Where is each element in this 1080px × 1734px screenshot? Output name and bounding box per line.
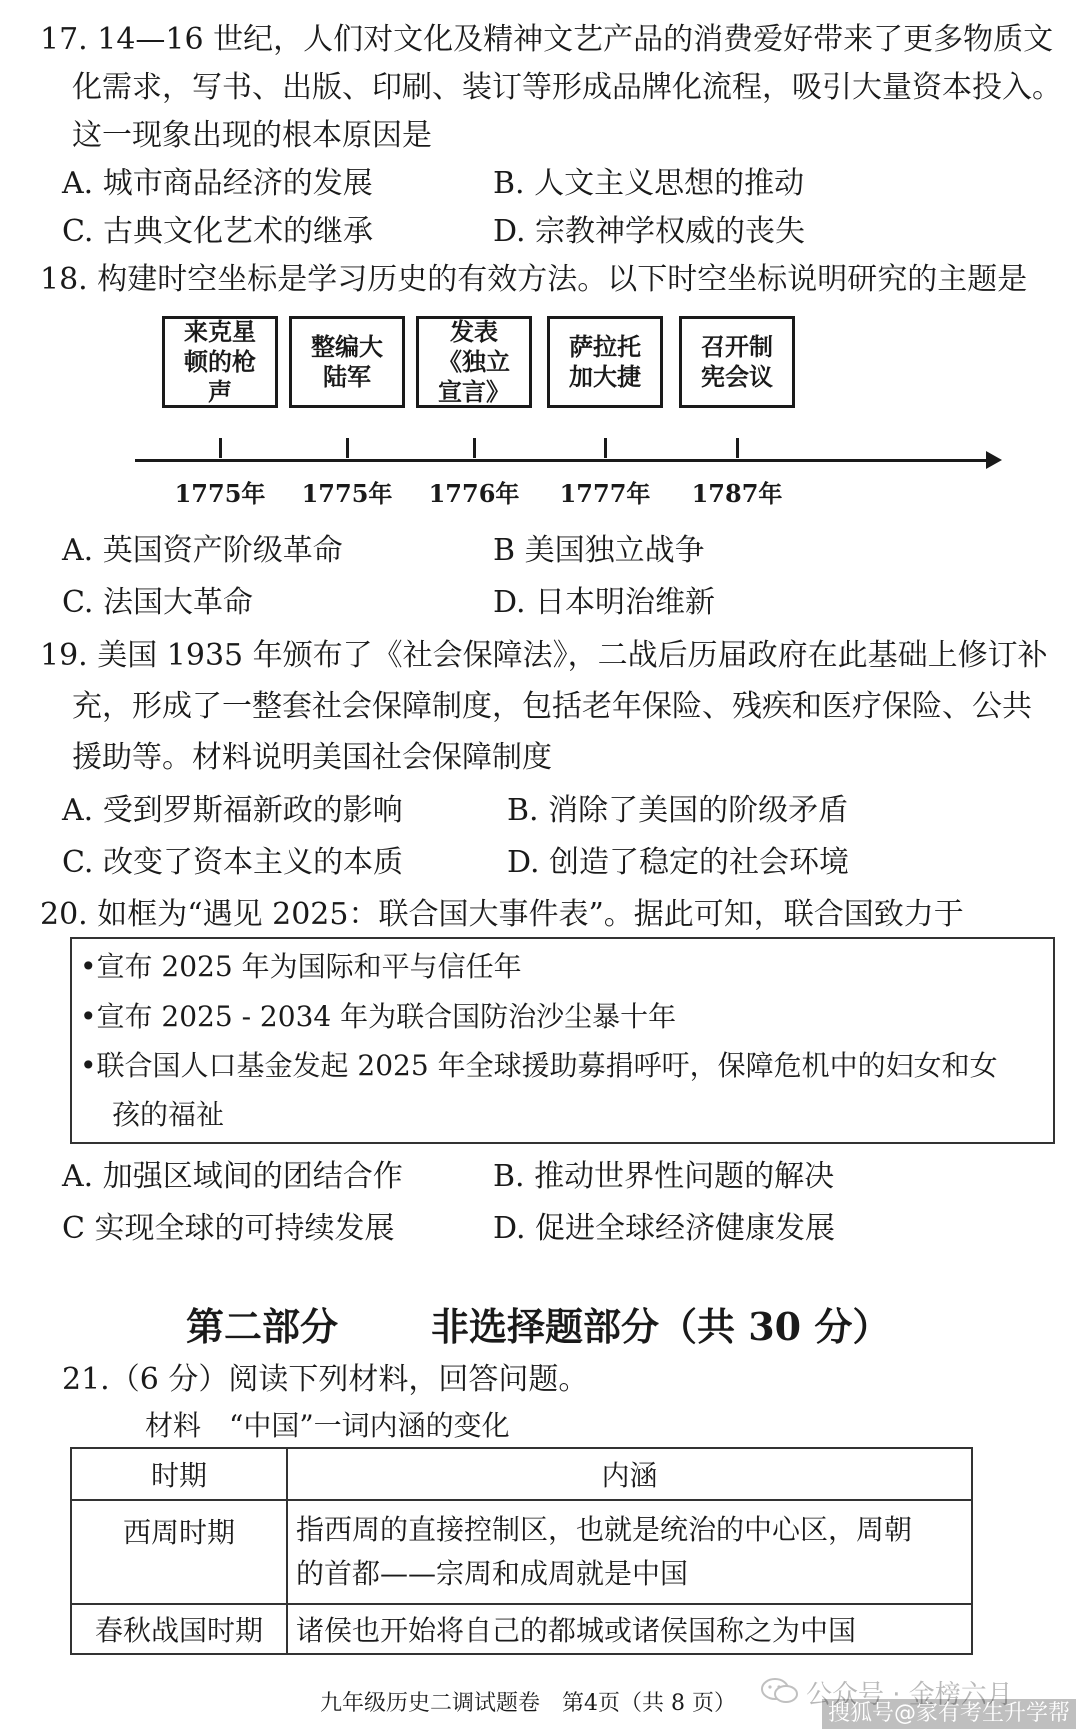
q17-option-a: A. 城市商品经济的发展	[62, 166, 373, 201]
table-cell-period: 春秋战国时期	[71, 1604, 287, 1654]
q21-stem: 21.（6 分）阅读下列材料，回答问题。	[62, 1362, 589, 1397]
table-header-row	[71, 1448, 972, 1500]
q17-option-b: B. 人文主义思想的推动	[493, 166, 805, 201]
timeline-year-1: 1775年	[174, 479, 266, 508]
timeline-event-2: 整编大陆军	[289, 316, 405, 408]
timeline-tick	[736, 438, 739, 458]
q17-stem-line3: 这一现象出现的根本原因是	[72, 118, 432, 153]
timeline-arrow-icon	[986, 451, 1002, 469]
table-row	[71, 1604, 972, 1654]
timeline-tick	[604, 438, 607, 458]
q21-material-table	[70, 1447, 973, 1655]
q18-stem: 18. 构建时空坐标是学习历史的有效方法。以下时空坐标说明研究的主题是	[40, 262, 1028, 297]
table-cell-meaning-line1: 指西周的直接控制区，也就是统治的中心区，周朝	[296, 1513, 913, 1546]
timeline-axis	[135, 459, 990, 462]
q18-option-d: D. 日本明治维新	[493, 585, 716, 620]
table-cell-meaning	[287, 1500, 972, 1604]
timeline-tick	[346, 438, 349, 458]
timeline-year-4: 1777年	[559, 479, 651, 508]
section-two-subtitle: 非选择题部分（共 30 分）	[431, 1304, 891, 1349]
q17-stem-line2: 化需求，写书、出版、印刷、装订等形成品牌化流程，吸引大量资本投入。	[72, 70, 1062, 105]
timeline-event-3: 发表《独立宣言》	[416, 316, 532, 408]
watermark-wechat: 公众号 · 金榜六月	[806, 1680, 1013, 1710]
q20-box-item-1: •宣布 2025 年为国际和平与信任年	[80, 950, 522, 983]
q19-stem-line2: 充，形成了一整套社会保障制度，包括老年保险、残疾和医疗保险、公共	[72, 689, 1032, 724]
table-cell-meaning-line2: 的首都——宗周和成周就是中国	[296, 1557, 689, 1590]
q21-material-title: 材料 “中国”一词内涵的变化	[145, 1409, 510, 1442]
timeline-tick	[473, 438, 476, 458]
q19-option-b: B. 消除了美国的阶级矛盾	[507, 793, 849, 828]
q17-option-c: C. 古典文化艺术的继承	[62, 214, 373, 249]
q20-option-a: A. 加强区域间的团结合作	[62, 1159, 403, 1194]
q18-option-c: C. 法国大革命	[62, 585, 253, 620]
q20-option-b: B. 推动世界性问题的解决	[493, 1159, 835, 1194]
q20-option-d: D. 促进全球经济健康发展	[493, 1211, 836, 1246]
q18-option-a: A. 英国资产阶级革命	[62, 533, 343, 568]
table-header-meaning: 内涵	[287, 1448, 972, 1500]
q17-stem-line1: 17. 14—16 世纪，人们对文化及精神文艺产品的消费爱好带来了更多物质文	[40, 22, 1054, 57]
timeline-tick	[219, 438, 222, 458]
watermark-sohu: 搜狐号@家有考生升学帮	[822, 1699, 1076, 1729]
timeline-event-1: 来克星顿的枪声	[162, 316, 278, 408]
q18-option-b: B 美国独立战争	[493, 533, 705, 568]
wechat-icon	[760, 1676, 800, 1706]
table-header-period: 时期	[71, 1448, 287, 1500]
timeline-year-5: 1787年	[691, 479, 783, 508]
q20-stem: 20. 如框为“遇见 2025：联合国大事件表”。据此可知，联合国致力于	[40, 897, 964, 932]
q19-stem-line3: 援助等。材料说明美国社会保障制度	[72, 740, 552, 775]
q20-box-item-2: •宣布 2025 - 2034 年为联合国防治沙尘暴十年	[80, 1000, 677, 1033]
table-row	[71, 1500, 972, 1604]
timeline-year-3: 1776年	[428, 479, 520, 508]
table-cell-meaning: 诸侯也开始将自己的都城或诸侯国称之为中国	[287, 1604, 972, 1654]
q19-stem-line1: 19. 美国 1935 年颁布了《社会保障法》，二战后历届政府在此基础上修订补	[40, 638, 1048, 673]
page-footer: 九年级历史二调试题卷 第4页（共 8 页）	[320, 1691, 736, 1716]
table-cell-period: 西周时期	[71, 1500, 287, 1604]
section-two-title: 第二部分	[186, 1304, 339, 1349]
q20-option-c: C 实现全球的可持续发展	[62, 1211, 395, 1246]
q17-option-d: D. 宗教神学权威的丧失	[493, 214, 806, 249]
q20-box-item-3-cont: 孩的福祉	[112, 1098, 225, 1131]
q20-box-item-3: •联合国人口基金发起 2025 年全球援助募捐呼吁，保障危机中的妇女和女	[80, 1049, 998, 1082]
timeline-year-2: 1775年	[301, 479, 393, 508]
q19-option-c: C. 改变了资本主义的本质	[62, 845, 403, 880]
timeline-event-4: 萨拉托加大捷	[547, 316, 663, 408]
q19-option-d: D. 创造了稳定的社会环境	[507, 845, 850, 880]
timeline-event-5: 召开制宪会议	[679, 316, 795, 408]
q19-option-a: A. 受到罗斯福新政的影响	[62, 793, 403, 828]
